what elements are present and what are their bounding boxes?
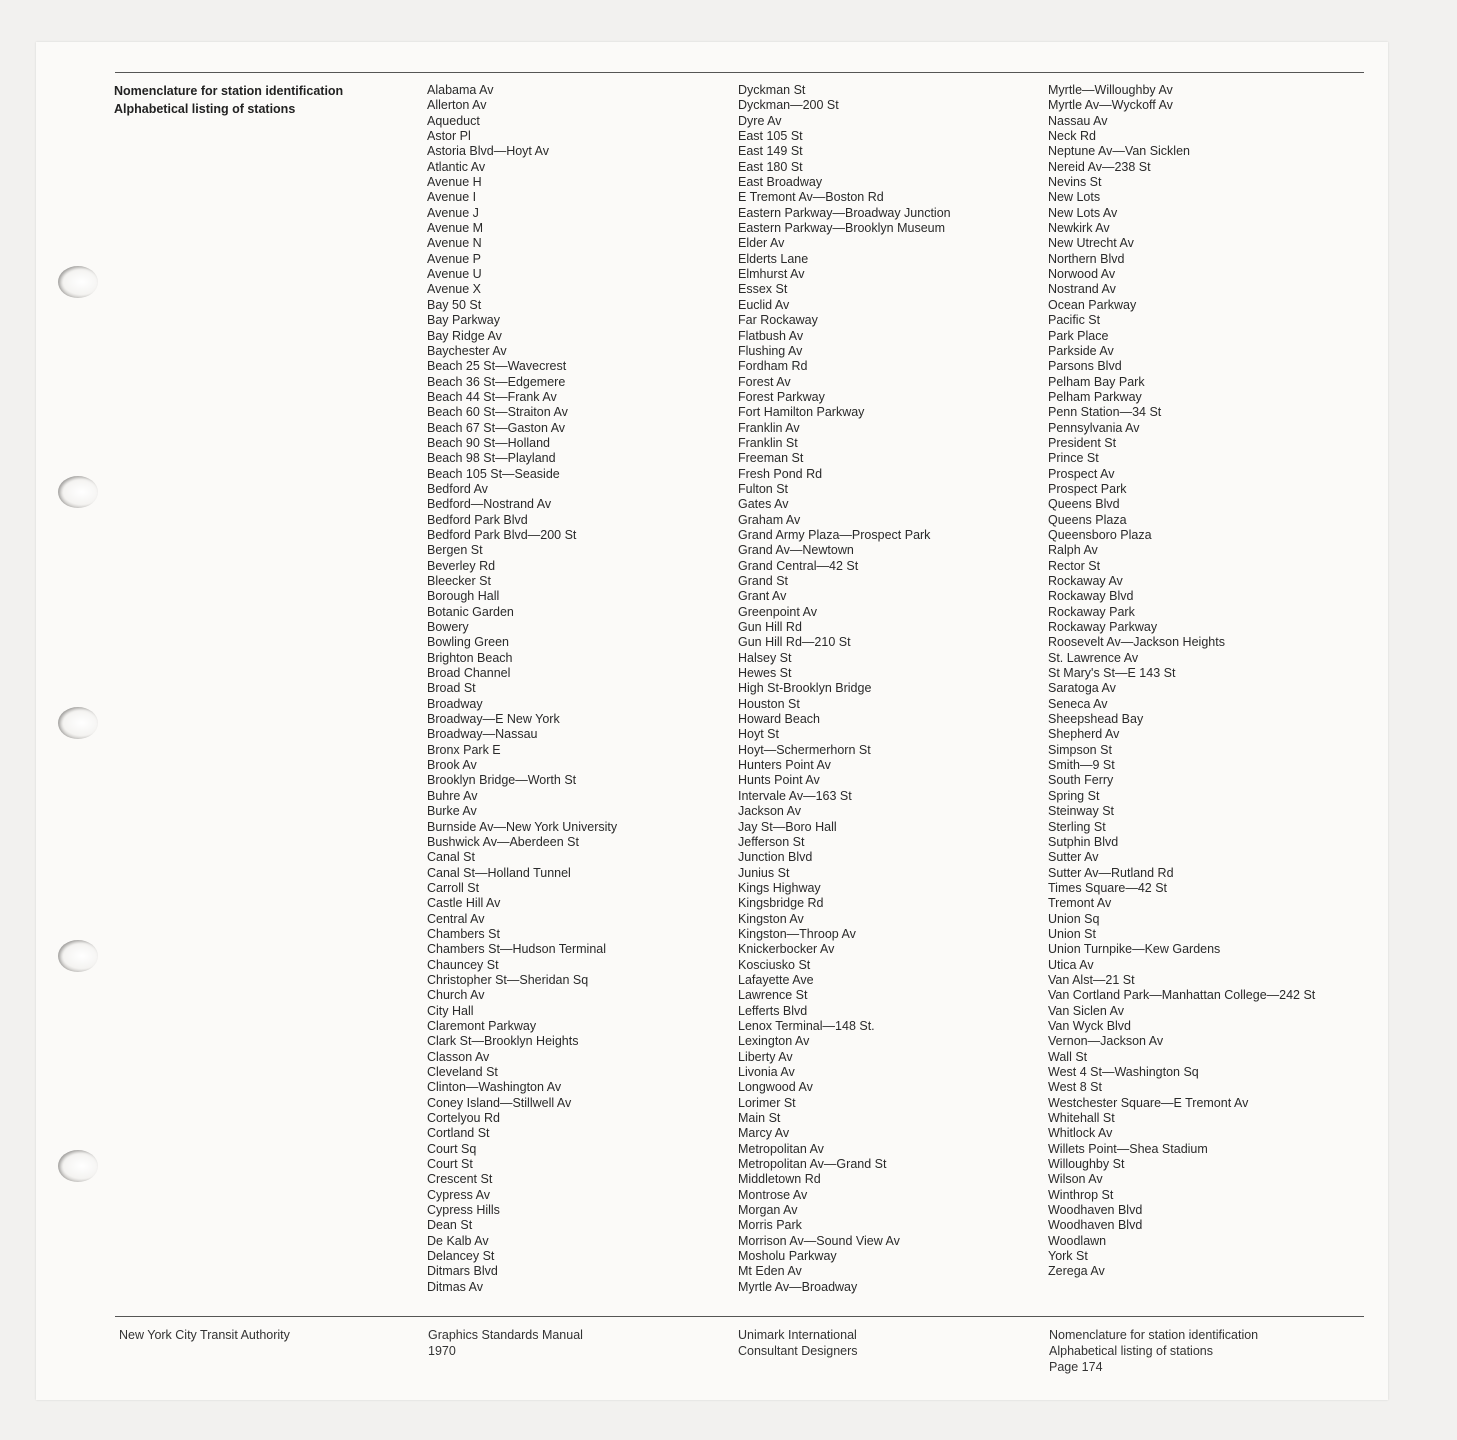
bottom-rule bbox=[115, 1316, 1364, 1317]
station-name: Eastern Parkway—Brooklyn Museum bbox=[738, 221, 946, 236]
footer-section-line-2: Alphabetical listing of stations bbox=[1049, 1344, 1213, 1358]
station-name: Liberty Av bbox=[738, 1049, 793, 1064]
station-name: New Lots bbox=[1048, 190, 1101, 205]
station-name: Sutter Av bbox=[1048, 850, 1099, 865]
station-name: Middletown Rd bbox=[738, 1172, 821, 1187]
station-name: Pennsylvania Av bbox=[1048, 420, 1140, 435]
station-name: Franklin St bbox=[738, 435, 798, 450]
station-name: Times Square—42 St bbox=[1048, 880, 1168, 895]
station-name: Borough Hall bbox=[427, 589, 500, 604]
station-name: Beverley Rd bbox=[427, 558, 496, 573]
station-name: Van Siclen Av bbox=[1048, 1003, 1124, 1018]
binder-hole bbox=[58, 707, 98, 739]
station-name: Greenpoint Av bbox=[738, 604, 817, 619]
station-name: Franklin Av bbox=[738, 420, 800, 435]
station-name: Chambers St—Hudson Terminal bbox=[427, 942, 607, 957]
station-name: East 149 St bbox=[738, 144, 803, 159]
station-name: St. Lawrence Av bbox=[1048, 650, 1139, 665]
station-name: Rockaway Av bbox=[1048, 574, 1123, 588]
station-name: Beach 98 St—Playland bbox=[427, 451, 556, 466]
station-name: Nassau Av bbox=[1048, 113, 1108, 128]
station-name: Main St bbox=[738, 1111, 781, 1126]
station-name: Queensboro Plaza bbox=[1048, 527, 1152, 542]
footer-manual bbox=[428, 1327, 583, 1359]
station-name: Sutter Av—Rutland Rd bbox=[1048, 865, 1174, 880]
heading-line-2: Alphabetical listing of stations bbox=[114, 102, 296, 116]
station-name: Shepherd Av bbox=[1048, 727, 1120, 742]
station-name: Freeman St bbox=[738, 451, 804, 466]
station-name: Church Av bbox=[427, 988, 485, 1003]
station-name: Lexington Av bbox=[738, 1034, 810, 1049]
station-name: Elmhurst Av bbox=[738, 267, 805, 282]
station-name: East 105 St bbox=[738, 129, 803, 144]
station-name: Roosevelt Av—Jackson Heights bbox=[1048, 635, 1225, 650]
station-name: Coney Island—Stillwell Av bbox=[427, 1095, 572, 1110]
station-name: Chambers St bbox=[427, 926, 500, 941]
footer-designer-name: Unimark International bbox=[738, 1328, 857, 1342]
station-name: Hewes St bbox=[738, 666, 792, 681]
station-name: Canal St bbox=[427, 850, 475, 865]
station-name: Hoyt—Schermerhorn St bbox=[738, 742, 871, 757]
station-name: Myrtle—Willoughby Av bbox=[1048, 83, 1173, 97]
station-name: Baychester Av bbox=[427, 343, 507, 358]
station-name: Avenue J bbox=[427, 205, 479, 220]
station-name: Brighton Beach bbox=[427, 650, 513, 665]
station-name: Grand Av—Newtown bbox=[738, 543, 854, 558]
station-name: Union Sq bbox=[1048, 911, 1100, 926]
station-name: Dyckman—200 St bbox=[738, 98, 839, 113]
station-name: West 8 St bbox=[1048, 1080, 1102, 1095]
station-name: Hunts Point Av bbox=[738, 773, 820, 788]
station-name: Flatbush Av bbox=[738, 328, 804, 343]
station-name: Beach 60 St—Straiton Av bbox=[427, 405, 568, 420]
station-name: De Kalb Av bbox=[427, 1233, 489, 1248]
station-name: Bronx Park E bbox=[427, 742, 501, 757]
station-name: Bowling Green bbox=[427, 635, 509, 650]
station-name: Wilson Av bbox=[1048, 1172, 1103, 1187]
station-name: Kingston Av bbox=[738, 911, 804, 926]
station-name: Rockaway Park bbox=[1048, 604, 1135, 619]
station-name: Beach 67 St—Gaston Av bbox=[427, 420, 566, 435]
station-name: Grand Central—42 St bbox=[738, 558, 859, 573]
station-name: Myrtle Av—Wyckoff Av bbox=[1048, 98, 1173, 113]
station-name: Newkirk Av bbox=[1048, 221, 1110, 236]
station-name: York St bbox=[1048, 1249, 1088, 1264]
station-name: Queens Blvd bbox=[1048, 497, 1120, 512]
station-name: Cypress Hills bbox=[427, 1203, 500, 1218]
footer-section bbox=[1049, 1327, 1258, 1375]
station-name: Aqueduct bbox=[427, 113, 480, 128]
station-name: Wall St bbox=[1048, 1049, 1088, 1064]
station-name: Canal St—Holland Tunnel bbox=[427, 865, 571, 880]
station-name: Zerega Av bbox=[1048, 1264, 1105, 1279]
station-name: Queens Plaza bbox=[1048, 512, 1127, 527]
station-name: Cypress Av bbox=[427, 1187, 490, 1202]
station-name: Beach 90 St—Holland bbox=[427, 435, 550, 450]
station-name: Steinway St bbox=[1048, 804, 1115, 819]
station-name: Dyre Av bbox=[738, 113, 782, 128]
station-name: Woodhaven Blvd bbox=[1048, 1218, 1143, 1233]
station-name: Van Cortland Park—Manhattan College—242 St bbox=[1048, 988, 1316, 1003]
station-name: Dean St bbox=[427, 1218, 473, 1233]
station-name: City Hall bbox=[427, 1003, 474, 1018]
station-name: Park Place bbox=[1048, 328, 1109, 343]
station-name: West 4 St—Washington Sq bbox=[1048, 1065, 1199, 1079]
station-name: Rector St bbox=[1048, 558, 1101, 573]
station-name: Beach 44 St—Frank Av bbox=[427, 389, 557, 404]
station-name: Avenue N bbox=[427, 236, 482, 251]
station-name: Van Wyck Blvd bbox=[1048, 1018, 1132, 1033]
station-name: Prospect Av bbox=[1048, 466, 1115, 481]
station-name: Classon Av bbox=[427, 1049, 490, 1064]
station-name: Broad Channel bbox=[427, 666, 511, 681]
station-name: Avenue M bbox=[427, 221, 484, 236]
station-name: Tremont Av bbox=[1048, 896, 1112, 911]
station-name: Saratoga Av bbox=[1048, 681, 1116, 696]
station-name: Christopher St—Sheridan Sq bbox=[427, 972, 589, 987]
station-name: Halsey St bbox=[738, 650, 792, 665]
station-name: Kings Highway bbox=[738, 880, 821, 895]
footer-manual-year: 1970 bbox=[428, 1344, 456, 1358]
station-name: Kingston—Throop Av bbox=[738, 926, 856, 941]
station-name: Far Rockaway bbox=[738, 313, 818, 328]
station-name: Lafayette Ave bbox=[738, 972, 814, 987]
station-name: Brook Av bbox=[427, 758, 477, 773]
station-name: New Lots Av bbox=[1048, 205, 1118, 220]
station-name: Bowery bbox=[427, 620, 469, 635]
footer-org-name: New York City Transit Authority bbox=[119, 1328, 290, 1342]
station-name: Penn Station—34 St bbox=[1048, 405, 1162, 420]
station-name: Hoyt St bbox=[738, 727, 779, 742]
station-name: Elderts Lane bbox=[738, 251, 809, 266]
station-name: Broadway—Nassau bbox=[427, 727, 538, 742]
station-name: Fordham Rd bbox=[738, 359, 808, 374]
station-name: Graham Av bbox=[738, 512, 801, 527]
station-name: Forest Av bbox=[738, 374, 791, 389]
station-name: Marcy Av bbox=[738, 1126, 790, 1141]
binder-hole bbox=[58, 266, 98, 298]
station-name: Rockaway Parkway bbox=[1048, 620, 1158, 635]
station-name: Sutphin Blvd bbox=[1048, 834, 1119, 849]
station-name: Woodlawn bbox=[1048, 1233, 1107, 1248]
station-name: Alabama Av bbox=[427, 83, 494, 97]
station-name: Woodhaven Blvd bbox=[1048, 1203, 1143, 1218]
station-name: Montrose Av bbox=[738, 1187, 808, 1202]
heading-line-1: Nomenclature for station identification bbox=[114, 84, 344, 98]
station-name: Seneca Av bbox=[1048, 696, 1108, 711]
station-name: Junius St bbox=[738, 865, 790, 880]
station-name: East 180 St bbox=[738, 159, 803, 174]
station-name: Avenue X bbox=[427, 282, 481, 297]
station-name: Bedford Park Blvd—200 St bbox=[427, 527, 577, 542]
station-name: Avenue U bbox=[427, 267, 482, 282]
station-name: Bedford—Nostrand Av bbox=[427, 497, 552, 512]
station-name: South Ferry bbox=[1048, 773, 1114, 788]
station-name: Lenox Terminal—148 St. bbox=[738, 1018, 875, 1033]
station-name: Beach 25 St—Wavecrest bbox=[427, 359, 567, 374]
station-name: Astor Pl bbox=[427, 129, 471, 144]
station-name: Fulton St bbox=[738, 481, 789, 496]
station-name: Central Av bbox=[427, 911, 485, 926]
station-name: Avenue I bbox=[427, 190, 477, 205]
station-name: Rockaway Blvd bbox=[1048, 589, 1134, 604]
station-name: Broad St bbox=[427, 681, 476, 696]
station-name: Norwood Av bbox=[1048, 267, 1116, 282]
station-name: Metropolitan Av—Grand St bbox=[738, 1157, 887, 1172]
station-name: E Tremont Av—Boston Rd bbox=[738, 190, 884, 205]
station-name: Van Alst—21 St bbox=[1048, 972, 1135, 987]
station-name: Knickerbocker Av bbox=[738, 942, 835, 957]
station-name: Northern Blvd bbox=[1048, 251, 1125, 266]
footer-page-number: Page 174 bbox=[1049, 1360, 1103, 1374]
station-name: Morrison Av—Sound View Av bbox=[738, 1233, 900, 1248]
station-name: Willets Point—Shea Stadium bbox=[1048, 1141, 1208, 1156]
station-name: Dyckman St bbox=[738, 83, 806, 97]
station-name: Jay St—Boro Hall bbox=[738, 819, 837, 834]
station-name: Houston St bbox=[738, 696, 800, 711]
station-name: Astoria Blvd—Hoyt Av bbox=[427, 144, 550, 159]
station-name: Kingsbridge Rd bbox=[738, 896, 824, 911]
station-name: Mt Eden Av bbox=[738, 1264, 802, 1279]
station-name: Grant Av bbox=[738, 589, 787, 604]
footer-manual-title: Graphics Standards Manual bbox=[428, 1328, 583, 1342]
station-name: Cortelyou Rd bbox=[427, 1111, 500, 1126]
station-name: Essex St bbox=[738, 282, 788, 297]
page-heading bbox=[114, 82, 343, 118]
station-name: Kosciusko St bbox=[738, 957, 811, 972]
station-name: Burnside Av—New York University bbox=[427, 819, 618, 834]
station-name: Crescent St bbox=[427, 1172, 493, 1187]
station-name: Fresh Pond Rd bbox=[738, 466, 823, 481]
station-name: Union St bbox=[1048, 926, 1096, 941]
station-name: Junction Blvd bbox=[738, 850, 813, 865]
station-name: Neck Rd bbox=[1048, 129, 1096, 144]
station-name: Gun Hill Rd bbox=[738, 620, 802, 635]
station-column-3 bbox=[1048, 83, 1315, 1280]
station-name: Bergen St bbox=[427, 543, 483, 558]
station-name: Ralph Av bbox=[1048, 543, 1098, 558]
station-name: Bay 50 St bbox=[427, 297, 482, 312]
station-name: Gun Hill Rd—210 St bbox=[738, 635, 851, 650]
station-name: Clark St—Brooklyn Heights bbox=[427, 1034, 579, 1049]
station-name: Simpson St bbox=[1048, 742, 1112, 757]
station-name: Cleveland St bbox=[427, 1065, 498, 1079]
station-name: Prospect Park bbox=[1048, 481, 1127, 496]
station-name: Claremont Parkway bbox=[427, 1018, 537, 1033]
station-name: Eastern Parkway—Broadway Junction bbox=[738, 205, 951, 220]
station-name: Utica Av bbox=[1048, 957, 1094, 972]
station-name: Bay Parkway bbox=[427, 313, 500, 328]
station-name: Metropolitan Av bbox=[738, 1141, 824, 1156]
station-name: Bushwick Av—Aberdeen St bbox=[427, 834, 579, 849]
station-name: Brooklyn Bridge—Worth St bbox=[427, 773, 577, 788]
binder-hole bbox=[58, 940, 98, 972]
top-rule bbox=[115, 72, 1364, 73]
station-name: Smith—9 St bbox=[1048, 758, 1115, 773]
station-name: Nostrand Av bbox=[1048, 282, 1116, 297]
station-name: Willoughby St bbox=[1048, 1157, 1125, 1172]
station-name: Bleecker St bbox=[427, 574, 491, 588]
station-name: Buhre Av bbox=[427, 788, 478, 803]
station-name: Chauncey St bbox=[427, 957, 499, 972]
station-name: Grand St bbox=[738, 574, 789, 588]
station-name: Euclid Av bbox=[738, 297, 790, 312]
station-name: Mosholu Parkway bbox=[738, 1249, 837, 1264]
station-column-1 bbox=[427, 83, 617, 1295]
station-name: New Utrecht Av bbox=[1048, 236, 1134, 251]
station-name: Bedford Park Blvd bbox=[427, 512, 528, 527]
station-name: Forest Parkway bbox=[738, 389, 825, 404]
station-name: Intervale Av—163 St bbox=[738, 788, 852, 803]
station-name: Bedford Av bbox=[427, 481, 488, 496]
station-name: Morris Park bbox=[738, 1218, 802, 1233]
station-name: Jackson Av bbox=[738, 804, 802, 819]
station-name: Parkside Av bbox=[1048, 343, 1114, 358]
station-name: Howard Beach bbox=[738, 712, 820, 727]
station-name: Lorimer St bbox=[738, 1095, 796, 1110]
station-name: Bay Ridge Av bbox=[427, 328, 502, 343]
binder-hole bbox=[58, 476, 98, 508]
station-name: Pelham Parkway bbox=[1048, 389, 1142, 404]
manual-page bbox=[36, 42, 1388, 1400]
station-name: Ditmars Blvd bbox=[427, 1264, 498, 1279]
station-name: Winthrop St bbox=[1048, 1187, 1114, 1202]
station-name: Burke Av bbox=[427, 804, 477, 819]
station-name: East Broadway bbox=[738, 175, 823, 190]
binder-hole bbox=[58, 1150, 98, 1182]
station-name: Ditmas Av bbox=[427, 1279, 484, 1294]
station-name: Longwood Av bbox=[738, 1080, 813, 1095]
station-name: Lawrence St bbox=[738, 988, 808, 1003]
station-name: Sterling St bbox=[1048, 819, 1106, 834]
station-name: Jefferson St bbox=[738, 834, 805, 849]
station-name: Westchester Square—E Tremont Av bbox=[1048, 1095, 1249, 1110]
station-name: Beach 105 St—Seaside bbox=[427, 466, 560, 481]
station-name: Nereid Av—238 St bbox=[1048, 159, 1151, 174]
station-name: Whitlock Av bbox=[1048, 1126, 1113, 1141]
station-name: Pacific St bbox=[1048, 313, 1101, 328]
station-name: St Mary's St—E 143 St bbox=[1048, 666, 1176, 681]
station-column-2 bbox=[738, 83, 951, 1295]
station-name: Nevins St bbox=[1048, 175, 1102, 190]
station-name: Elder Av bbox=[738, 236, 785, 251]
station-name: Myrtle Av—Broadway bbox=[738, 1279, 858, 1294]
station-name: Flushing Av bbox=[738, 343, 803, 358]
station-name: Neptune Av—Van Sicklen bbox=[1048, 144, 1190, 159]
station-name: Whitehall St bbox=[1048, 1111, 1115, 1126]
station-name: Atlantic Av bbox=[427, 159, 486, 174]
station-name: Carroll St bbox=[427, 880, 480, 895]
station-name: Spring St bbox=[1048, 788, 1100, 803]
footer-designer bbox=[738, 1327, 858, 1359]
station-name: Cortland St bbox=[427, 1126, 490, 1141]
station-name: Prince St bbox=[1048, 451, 1099, 466]
station-name: Gates Av bbox=[738, 497, 789, 512]
station-name: Ocean Parkway bbox=[1048, 297, 1137, 312]
station-name: Delancey St bbox=[427, 1249, 495, 1264]
station-name: Parsons Blvd bbox=[1048, 359, 1122, 374]
station-name: Beach 36 St—Edgemere bbox=[427, 374, 566, 389]
station-name: Lefferts Blvd bbox=[738, 1003, 808, 1018]
station-name: Allerton Av bbox=[427, 98, 487, 113]
footer-section-line-1: Nomenclature for station identification bbox=[1049, 1328, 1259, 1342]
station-name: Clinton—Washington Av bbox=[427, 1080, 562, 1095]
station-name: President St bbox=[1048, 435, 1117, 450]
station-name: Avenue H bbox=[427, 175, 482, 190]
station-name: Vernon—Jackson Av bbox=[1048, 1034, 1164, 1049]
station-name: Avenue P bbox=[427, 251, 481, 266]
station-name: Broadway bbox=[427, 696, 483, 711]
station-name: Sheepshead Bay bbox=[1048, 712, 1144, 727]
station-name: Pelham Bay Park bbox=[1048, 374, 1145, 389]
footer-org bbox=[119, 1327, 290, 1343]
station-name: Morgan Av bbox=[738, 1203, 798, 1218]
station-name: Livonia Av bbox=[738, 1065, 795, 1079]
station-name: Hunters Point Av bbox=[738, 758, 831, 773]
station-name: Castle Hill Av bbox=[427, 896, 501, 911]
footer-designer-role: Consultant Designers bbox=[738, 1344, 858, 1358]
station-name: Fort Hamilton Parkway bbox=[738, 405, 865, 420]
station-name: High St-Brooklyn Bridge bbox=[738, 681, 872, 696]
station-name: Grand Army Plaza—Prospect Park bbox=[738, 527, 931, 542]
station-name: Union Turnpike—Kew Gardens bbox=[1048, 942, 1221, 957]
station-name: Court St bbox=[427, 1157, 473, 1172]
station-name: Botanic Garden bbox=[427, 604, 514, 619]
station-name: Court Sq bbox=[427, 1141, 477, 1156]
station-name: Broadway—E New York bbox=[427, 712, 560, 727]
